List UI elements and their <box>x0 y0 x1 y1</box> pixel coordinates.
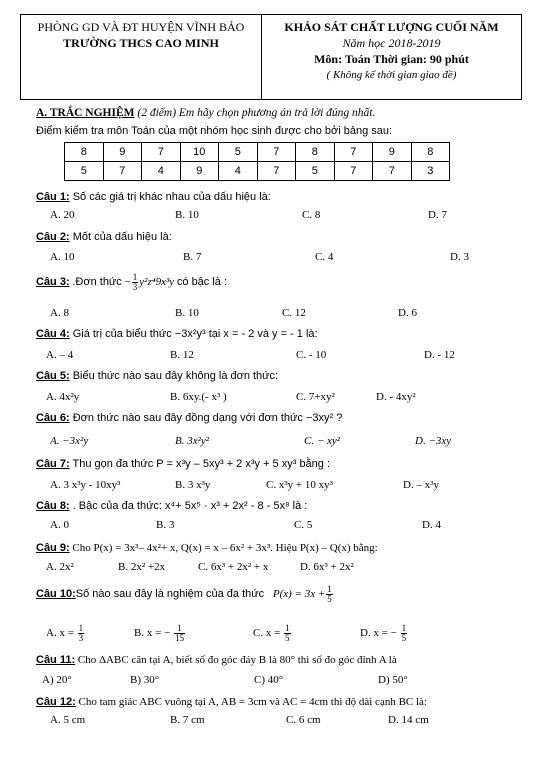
question-label: Câu 11: <box>36 654 76 666</box>
q10-option-d[interactable] <box>360 624 408 643</box>
table-cell: 5 <box>65 162 104 181</box>
q1-option-b[interactable]: B. 10 <box>175 209 199 221</box>
option-label: D. x = − <box>360 627 397 640</box>
table-cell: 8 <box>65 143 104 162</box>
q4-option-d[interactable]: D. - 12 <box>424 349 455 361</box>
fraction <box>78 624 85 643</box>
denominator: 5 <box>327 593 332 604</box>
section-a-heading <box>36 106 375 120</box>
question-label: Câu 4: <box>36 328 70 340</box>
exam-title: KHẢO SÁT CHẤT LƯỢNG CUỐI NĂM <box>284 20 499 34</box>
q11-option-b[interactable]: B) 30° <box>130 674 160 686</box>
q9-option-c[interactable]: C. 6x³ + 2x² + x <box>198 561 269 573</box>
table-cell: 5 <box>219 143 258 162</box>
numerator: 1 <box>285 623 290 633</box>
fraction <box>284 624 291 643</box>
table-intro: Điểm kiểm tra môn Toán của một nhóm học sinh được cho bởi bảng sau: <box>36 125 393 137</box>
denominator: 5 <box>285 633 290 643</box>
section-a-title: A. TRẮC NGHIỆM <box>36 107 135 119</box>
q3-option-d[interactable]: D. 6 <box>398 307 417 319</box>
q1-option-d[interactable]: D. 7 <box>428 209 447 221</box>
question-1 <box>36 190 271 204</box>
table-cell: 7 <box>257 162 296 181</box>
exam-header <box>20 14 522 100</box>
question-2 <box>36 230 172 244</box>
q12-option-d[interactable]: D. 14 cm <box>388 714 429 726</box>
question-text: . Bậc của đa thức: x⁴+ 5x⁵ · x³ + 2x² - 8 - 5x⁸ là : <box>72 500 308 512</box>
table-row <box>65 143 450 162</box>
option-label: C. x = <box>253 627 281 640</box>
question-label: Câu 12: <box>36 696 76 708</box>
q6-option-a[interactable]: A. −3x²y <box>50 435 89 447</box>
table-cell: 9 <box>180 162 219 181</box>
question-label: Câu 6: <box>36 412 70 424</box>
denominator: 3 <box>78 633 84 643</box>
table-cell: 8 <box>411 143 450 162</box>
question-text: Số các giá trị khác nhau của dấu hiệu là: <box>72 191 271 203</box>
q3-option-c[interactable]: C. 12 <box>282 307 306 319</box>
fraction <box>401 624 408 643</box>
question-5 <box>36 369 278 383</box>
q6-option-b[interactable]: B. 3x²y² <box>175 435 210 447</box>
question-12 <box>36 695 427 709</box>
q2-option-c[interactable]: C. 4 <box>315 251 334 263</box>
q2-option-a[interactable]: A. 10 <box>50 251 75 263</box>
denominator: 15 <box>175 633 184 643</box>
q8-option-d[interactable]: D. 4 <box>422 519 441 531</box>
table-row <box>65 162 450 181</box>
question-4 <box>36 327 318 341</box>
question-text: .Đơn thức <box>72 276 122 288</box>
q5-option-a[interactable]: A. 4x²y <box>46 391 80 403</box>
q9-option-b[interactable]: B. 2x² +2x <box>118 561 166 573</box>
q6-option-c[interactable]: C. − xy² <box>304 435 341 447</box>
q4-option-c[interactable]: C. - 10 <box>296 349 327 361</box>
question-text: Cho P(x) = 3x³– 4x²+ x, Q(x) = x – 6x² + 3x³. Hiệu P(x) – Q(x) bằng: <box>72 542 378 554</box>
q5-option-c[interactable]: C. 7+xy² <box>296 391 335 403</box>
table-cell: 9 <box>373 143 412 162</box>
question-6 <box>36 411 342 425</box>
q7-option-d[interactable]: D. – x³y <box>403 479 439 491</box>
table-cell: 9 <box>103 143 142 162</box>
question-text: có bậc là : <box>176 276 228 288</box>
question-label: Câu 1: <box>36 191 70 203</box>
school-block <box>21 15 262 99</box>
q3-option-b[interactable]: B. 10 <box>175 307 199 319</box>
q9-option-d[interactable]: D. 6x³ + 2x² <box>300 561 354 573</box>
q4-option-b[interactable]: B. 12 <box>170 349 194 361</box>
question-text: Thu gọn đa thức P = x³y – 5xy³ + 2 x³y + 5 xy³ bằng : <box>72 458 331 470</box>
q12-option-c[interactable]: C. 6 cm <box>286 714 321 726</box>
q10-option-c[interactable] <box>253 624 292 643</box>
table-cell: 7 <box>373 162 412 181</box>
q5-option-b[interactable]: B. 6xy.(- x³ ) <box>170 391 227 403</box>
q1-option-a[interactable]: A. 20 <box>50 209 75 221</box>
question-text: Mốt của dấu hiệu là: <box>72 231 172 243</box>
q2-option-b[interactable]: B. 7 <box>183 251 202 263</box>
question-text: Cho ΔABC cân tại A, biết số đo góc đáy B là 80° thì số đo góc đỉnh A là <box>77 654 397 666</box>
table-cell: 4 <box>219 162 258 181</box>
table-cell: 7 <box>334 143 373 162</box>
q10-option-a[interactable] <box>46 624 85 643</box>
table-cell: 5 <box>296 162 335 181</box>
monomial: y²z⁴9x³y <box>139 276 175 288</box>
question-text: Biểu thức nào sau đây không là đơn thức: <box>72 370 279 382</box>
school-year: Năm học 2018-2019 <box>342 36 441 50</box>
q6-option-d[interactable]: D. −3xy <box>415 435 452 447</box>
q8-option-a[interactable]: A. 0 <box>50 519 69 531</box>
question-text: Giá trị của biểu thức −3x²y³ tại x = - 2 và y = - 1 là: <box>72 328 318 340</box>
table-cell: 4 <box>142 162 181 181</box>
score-table <box>64 142 450 181</box>
question-label: Câu 5: <box>36 370 70 382</box>
time-note: ( Không kể thời gian giao đề) <box>326 69 457 81</box>
fraction <box>326 585 333 604</box>
question-9 <box>36 541 378 555</box>
question-label: Câu 7: <box>36 458 70 470</box>
question-text: Cho tam giác ABC vuông tại A, AB = 3cm và AC = 4cm thì độ dài cạnh BC là: <box>78 696 427 708</box>
numerator: 1 <box>327 583 332 594</box>
school-name: TRƯỜNG THCS CAO MINH <box>63 36 219 50</box>
q3-option-a[interactable]: A. 8 <box>50 307 69 319</box>
table-cell: 7 <box>103 162 142 181</box>
numerator: 1 <box>132 271 138 282</box>
question-text: Số nào sau đây là nghiệm của đa thức <box>75 588 265 600</box>
numerator: 1 <box>78 623 84 633</box>
section-a-points: (2 điểm) <box>137 107 177 119</box>
question-8 <box>36 499 307 513</box>
q12-option-a[interactable]: A. 5 cm <box>50 714 86 726</box>
option-label: B. x = − <box>134 627 171 640</box>
q5-option-d[interactable]: D. - 4xy² <box>376 391 416 403</box>
question-10 <box>36 584 334 604</box>
department-name: PHÒNG GD VÀ ĐT HUYỆN VĨNH BẢO <box>37 20 245 34</box>
numerator: 1 <box>174 624 185 634</box>
q9-option-a[interactable]: A. 2x² <box>46 561 74 573</box>
q10-option-b[interactable] <box>134 624 186 643</box>
q7-option-b[interactable]: B. 3 x³y <box>175 479 211 491</box>
denominator: 5 <box>401 633 407 643</box>
question-label: Câu 3: <box>36 276 70 288</box>
polynomial: P(x) = 3x + <box>272 588 326 600</box>
table-cell: 3 <box>411 162 450 181</box>
question-11 <box>36 653 397 667</box>
denominator: 3 <box>132 281 138 292</box>
question-text: Đơn thức nào sau đây đồng dạng với đơn thức −3xy² ? <box>72 412 343 424</box>
table-cell: 10 <box>180 143 219 162</box>
q8-option-b[interactable]: B. 3 <box>156 519 175 531</box>
section-a-instruction: Em hãy chọn phương án trả lời đúng nhất. <box>178 107 376 119</box>
q11-option-c[interactable]: C) 40° <box>254 674 284 686</box>
question-3: Câu 3: .Đơn thức − $\frac{1}{3}$ y²z⁴9x³y có bậc là : <box>36 271 228 292</box>
table-cell: 8 <box>296 143 335 162</box>
q11-option-a[interactable]: A) 20° <box>42 674 72 686</box>
q2-option-d[interactable]: D. 3 <box>450 251 469 263</box>
option-label: A. x = <box>46 627 74 640</box>
subject-time: Môn: Toán Thời gian: 90 phút <box>314 52 469 66</box>
table-cell: 7 <box>334 162 373 181</box>
question-label: Câu 9: <box>36 542 70 554</box>
question-label: Câu 10: <box>36 588 76 600</box>
q12-option-b[interactable]: B. 7 cm <box>170 714 205 726</box>
question-label: Câu 8: <box>36 500 70 512</box>
q1-option-c[interactable]: C. 8 <box>302 209 321 221</box>
q4-option-a[interactable]: A. – 4 <box>46 349 74 361</box>
fraction <box>132 273 139 292</box>
q7-option-c[interactable]: C. x³y + 10 xy³ <box>266 479 333 491</box>
q8-option-c[interactable]: C. 5 <box>294 519 313 531</box>
table-cell: 7 <box>257 143 296 162</box>
numerator: 1 <box>401 623 407 633</box>
question-label: Câu 2: <box>36 231 70 243</box>
fraction <box>174 624 185 643</box>
q11-option-d[interactable]: D) 50° <box>378 674 408 686</box>
q7-option-a[interactable]: A. 3 x³y - 10xy³ <box>50 479 121 491</box>
exam-info-block <box>262 15 521 99</box>
question-7 <box>36 457 330 471</box>
table-cell: 7 <box>142 143 181 162</box>
